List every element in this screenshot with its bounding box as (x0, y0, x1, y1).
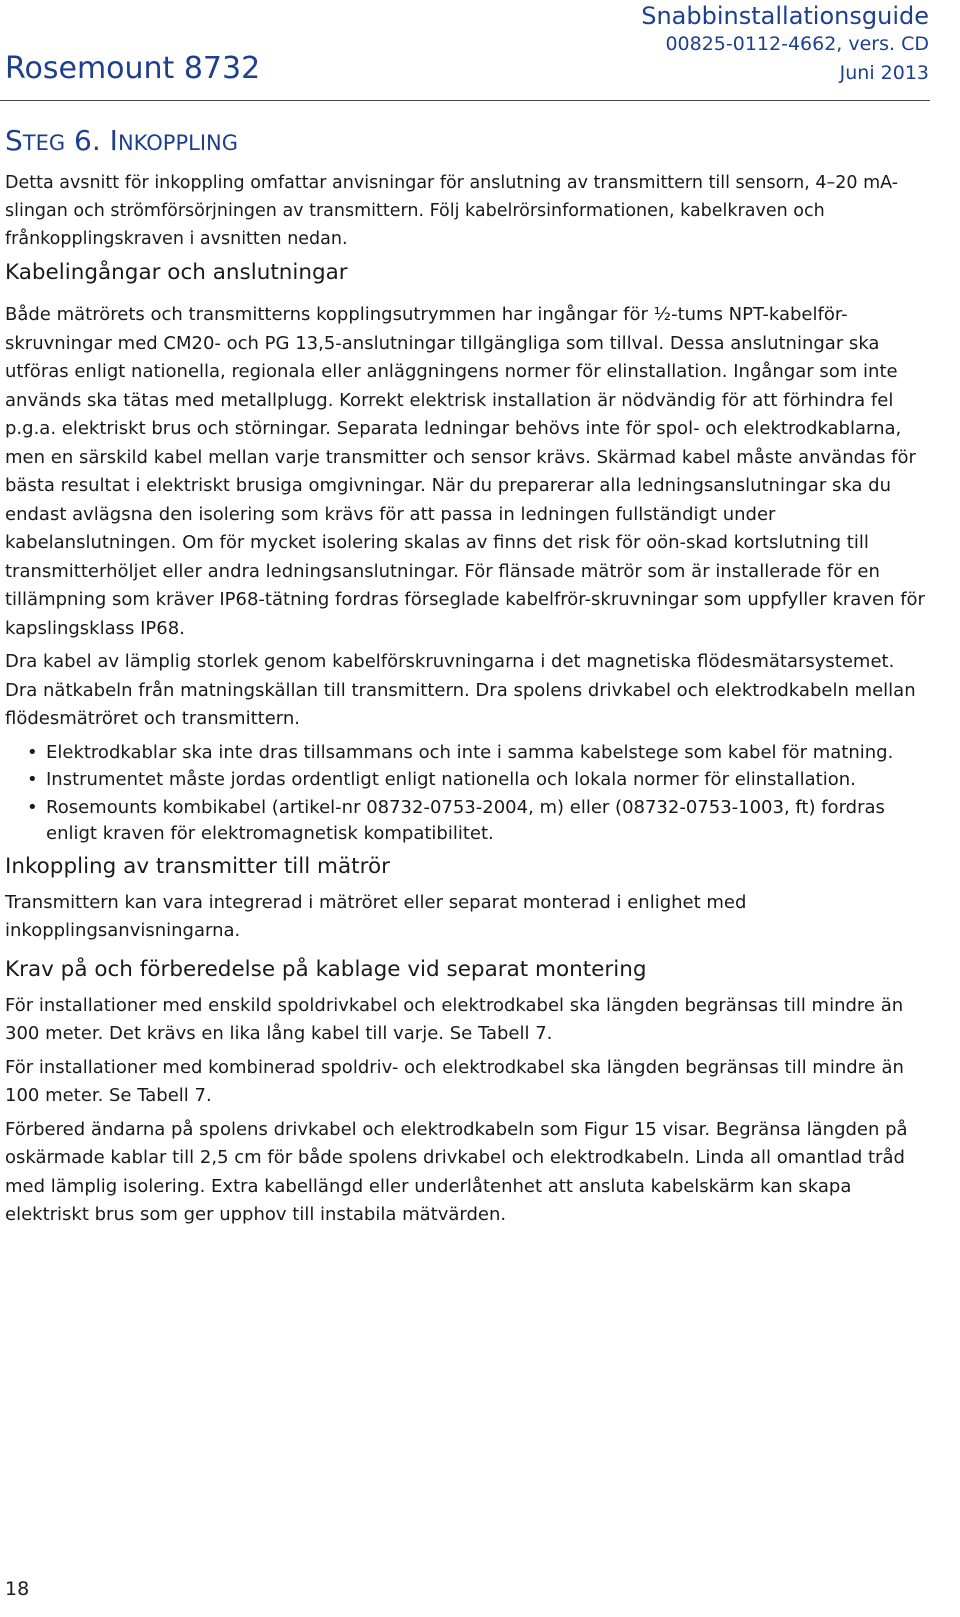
remote-mount-paragraph-1: För installationer med enskild spoldrivkabel och elektrodkabel ska längden begränsas till mindre än 300 meter. Det krävs en lika lång kabel till varje. Se Tabell 7. (5, 994, 904, 1044)
page-content (5, 169, 931, 1230)
section-heading-cable-entries: Kabelingångar och anslutningar (5, 260, 348, 285)
list-item (5, 795, 931, 848)
bullet-icon: • (27, 769, 38, 790)
step-title-s: S (5, 124, 23, 157)
step-title (5, 124, 238, 157)
remote-mount-paragraph-2: För installationer med kombinerad spoldriv- och elektrodkabel ska längden begränsas till mindre än 100 meter. Se Tabell 7. (5, 1056, 904, 1106)
cable-entries-paragraph: Både mätrörets och transmitterns kopplingsutrymmen har ingångar för ½-tums NPT-kabelför-skruvningar med CM20- och PG 13,5-anslutningar tillgängliga som tillval. Dessa anslutningar ska utföras enligt nationella, regionala eller anläggningens normer för elinstallation. Ingångar som inte används ska tätas med metallplugg. Korrekt elektrisk installation är nödvändig för att förhindra fel p.g.a. elektriskt brus och störningar. Separata ledningar behövs inte för spol- och elektrodkablarna, men en särskild kabel mellan varje transmitter och sensor krävs. Skärmad kabel måste användas för bästa resultat i elektriskt brusiga omgivningar. När du preparerar alla ledningsanslutningar ska du endast avlägsna den isolering som krävs för att passa in ledningen fullständigt under kabelanslutningen. Om för mycket isolering skalas av finns det risk för oön-skad kortslutning till transmitterhöljet eller andra ledningsanslutningar. För flänsade mätrör som är installerade för en tillämpning som kräver IP68-tätning fordras förseglade kabelfrör-skruvningar som uppfyller kraven för kapslingsklass IP68. (5, 304, 925, 639)
step-title-nkoppling: NKOPPLING (117, 131, 239, 155)
guide-title: Snabbinstallationsguide (641, 2, 929, 30)
document-date: Juni 2013 (839, 62, 929, 84)
step-title-teg: TEG (22, 131, 66, 155)
document-info (641, 2, 929, 87)
list-item (5, 767, 931, 794)
page-number: 18 (5, 1578, 30, 1600)
cable-routing-paragraph: Dra kabel av lämplig storlek genom kabelförskruvningarna i det magnetiska flödesmätarsystemet. Dra nätkabeln från matningskällan till transmittern. Dra spolens drivkabel och elektrodkabeln mellan flödesmätröret och transmittern. (5, 651, 916, 729)
header-divider (0, 100, 930, 101)
document-reference: 00825-0112-4662, vers. CD (665, 33, 929, 55)
bullet-text: Instrumentet måste jordas ordentligt enligt nationella och lokala normer för elinstallation. (46, 769, 856, 790)
step-title-i: I (109, 124, 118, 157)
step-title-number: 6. (65, 124, 110, 157)
bullet-icon: • (27, 741, 38, 763)
section-heading-remote-mount-cabling: Krav på och förberedelse på kablage vid separat montering (5, 956, 647, 982)
intro-paragraph: Detta avsnitt för inkoppling omfattar anvisningar för anslutning av transmittern till sensorn, 4–20 mA-slingan och strömförsörjningen av transmittern. Följ kabelrörsinformationen, kabelkraven och frånkopplingskraven i avsnitten nedan. (5, 173, 899, 249)
product-name: Rosemount 8732 (5, 51, 261, 86)
bullet-icon: • (27, 796, 38, 818)
wiring-bullet-list (5, 740, 931, 848)
remote-mount-paragraph-3: Förbered ändarna på spolens drivkabel och elektrodkabeln som Figur 15 visar. Begränsa längden på oskärmade kablar till 2,5 cm för både spolens drivkabel och elektrodkabeln. Linda all omantlad tråd med lämplig isolering. Extra kabellängd eller underlåtenhet att ansluta kabelskärm kan skapa elektriskt brus som ger upphov till instabila mätvärden. (5, 1118, 908, 1225)
transmitter-to-sensor-paragraph: Transmittern kan vara integrerad i mätröret eller separat monterad i enlighet med inkopplingsanvisningarna. (5, 891, 747, 941)
section-heading-transmitter-to-sensor: Inkoppling av transmitter till mätrör (5, 853, 390, 879)
bullet-text: Elektrodkablar ska inte dras tillsammans och inte i samma kabelstege som kabel för matning. (46, 741, 894, 763)
list-item (5, 740, 931, 767)
bullet-text: Rosemounts kombikabel (artikel-nr 08732-0753-2004, m) eller (08732-0753-1003, ft) fordras enligt kraven för elektromagnetisk kompatibilitet. (46, 796, 885, 844)
